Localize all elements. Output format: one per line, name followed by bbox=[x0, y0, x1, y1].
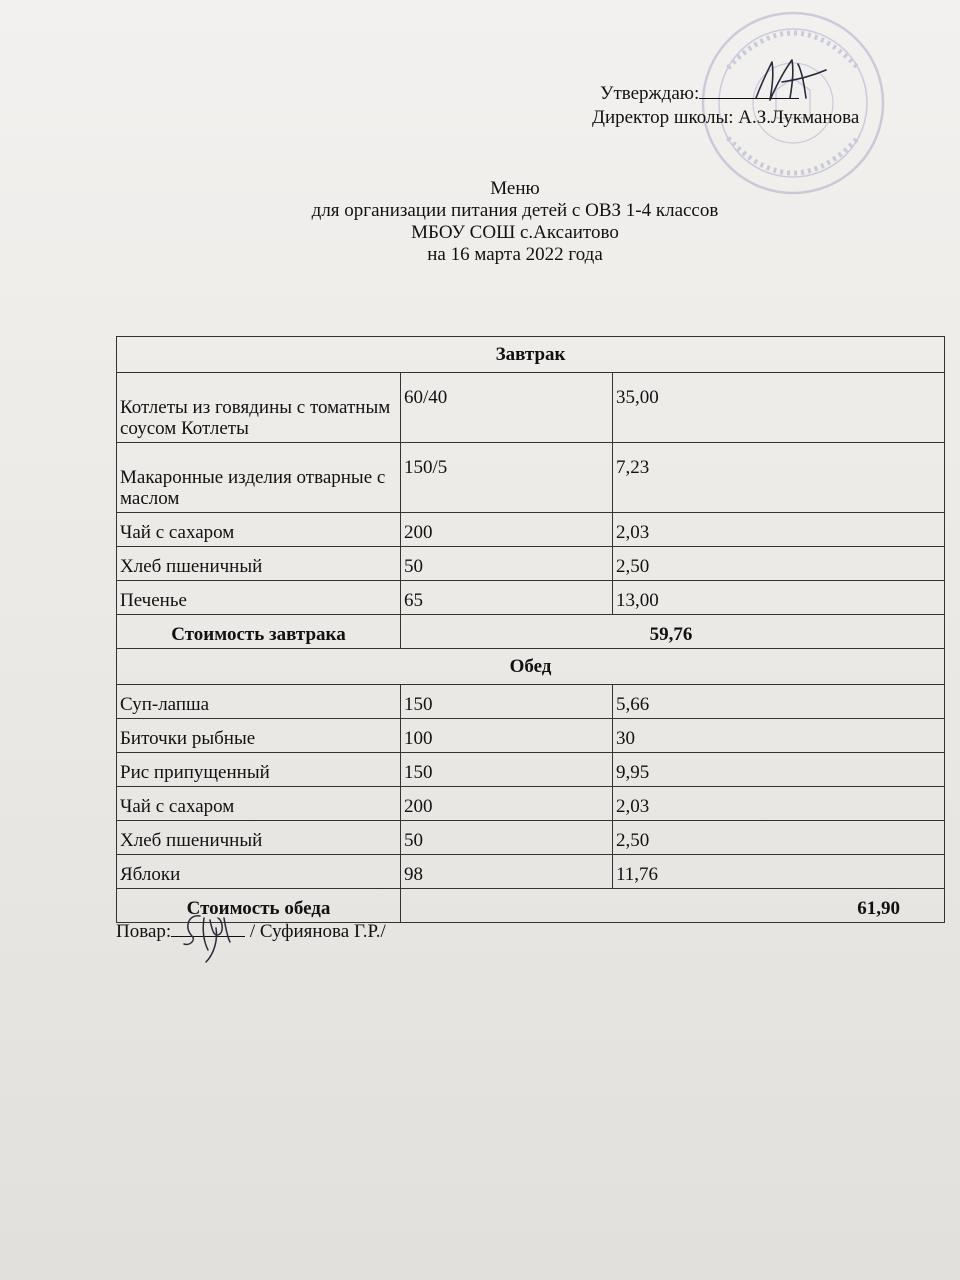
table-row bbox=[117, 513, 945, 547]
lunch-total-label: Стоимость обеда bbox=[117, 889, 401, 923]
dish-price: 7,23 bbox=[613, 443, 945, 513]
dish-price: 30 bbox=[613, 719, 945, 753]
breakfast-total-label: Стоимость завтрака bbox=[117, 615, 401, 649]
table-row bbox=[117, 787, 945, 821]
title-line-date: на 16 марта 2022 года bbox=[427, 244, 603, 265]
dish-portion: 150 bbox=[401, 753, 613, 787]
dish-price: 35,00 bbox=[613, 373, 945, 443]
table-row bbox=[117, 581, 945, 615]
title-line-purpose: для организации питания детей с ОВЗ 1-4 классов bbox=[311, 200, 719, 221]
title-line-menu: Меню bbox=[490, 178, 540, 199]
dish-price: 13,00 bbox=[613, 581, 945, 615]
dish-portion: 50 bbox=[401, 821, 613, 855]
director-line: Директор школы: А.З.Лукманова bbox=[592, 107, 860, 128]
dish-portion: 98 bbox=[401, 855, 613, 889]
table-row bbox=[117, 821, 945, 855]
dish-price: 2,50 bbox=[613, 547, 945, 581]
dish-name: Хлеб пшеничный bbox=[117, 821, 401, 855]
dish-portion: 150/5 bbox=[401, 443, 613, 513]
table-row bbox=[117, 753, 945, 787]
dish-price: 2,50 bbox=[613, 821, 945, 855]
dish-price: 9,95 bbox=[613, 753, 945, 787]
menu-table bbox=[116, 336, 945, 923]
cook-label: Повар: bbox=[116, 921, 172, 942]
cook-name: / Суфиянова Г.Р./ bbox=[249, 921, 386, 942]
dish-price: 2,03 bbox=[613, 513, 945, 547]
table-row bbox=[117, 443, 945, 513]
dish-name: Котлеты из говядины с томатным соусом Котлеты bbox=[117, 373, 401, 443]
cook-line bbox=[116, 920, 386, 944]
cook-signature-icon bbox=[170, 906, 242, 966]
dish-name: Макаронные изделия отварные с маслом bbox=[117, 443, 401, 513]
dish-portion: 200 bbox=[401, 787, 613, 821]
dish-portion: 50 bbox=[401, 547, 613, 581]
table-row bbox=[117, 685, 945, 719]
dish-portion: 60/40 bbox=[401, 373, 613, 443]
dish-name: Яблоки bbox=[117, 855, 401, 889]
table-row bbox=[117, 547, 945, 581]
table-row bbox=[117, 719, 945, 753]
approve-label: Утверждаю: bbox=[600, 83, 700, 104]
dish-portion: 100 bbox=[401, 719, 613, 753]
dish-name: Печенье bbox=[117, 581, 401, 615]
lunch-total-value: 61,90 bbox=[401, 889, 945, 923]
breakfast-total-value: 59,76 bbox=[401, 615, 945, 649]
section-header-breakfast: Завтрак bbox=[117, 337, 945, 373]
dish-price: 2,03 bbox=[613, 787, 945, 821]
title-line-school: МБОУ СОШ с.Аксаитово bbox=[411, 222, 619, 243]
document-title bbox=[240, 178, 790, 266]
breakfast-total-row bbox=[117, 615, 945, 649]
section-header-lunch: Обед bbox=[117, 649, 945, 685]
dish-name: Чай с сахаром bbox=[117, 787, 401, 821]
dish-name: Суп-лапша bbox=[117, 685, 401, 719]
dish-name: Рис припущенный bbox=[117, 753, 401, 787]
dish-portion: 150 bbox=[401, 685, 613, 719]
dish-portion: 200 bbox=[401, 513, 613, 547]
director-signature-icon bbox=[742, 52, 832, 107]
dish-price: 11,76 bbox=[613, 855, 945, 889]
dish-name: Хлеб пшеничный bbox=[117, 547, 401, 581]
dish-price: 5,66 bbox=[613, 685, 945, 719]
dish-name: Биточки рыбные bbox=[117, 719, 401, 753]
dish-name: Чай с сахаром bbox=[117, 513, 401, 547]
table-row bbox=[117, 855, 945, 889]
dish-portion: 65 bbox=[401, 581, 613, 615]
table-row bbox=[117, 373, 945, 443]
